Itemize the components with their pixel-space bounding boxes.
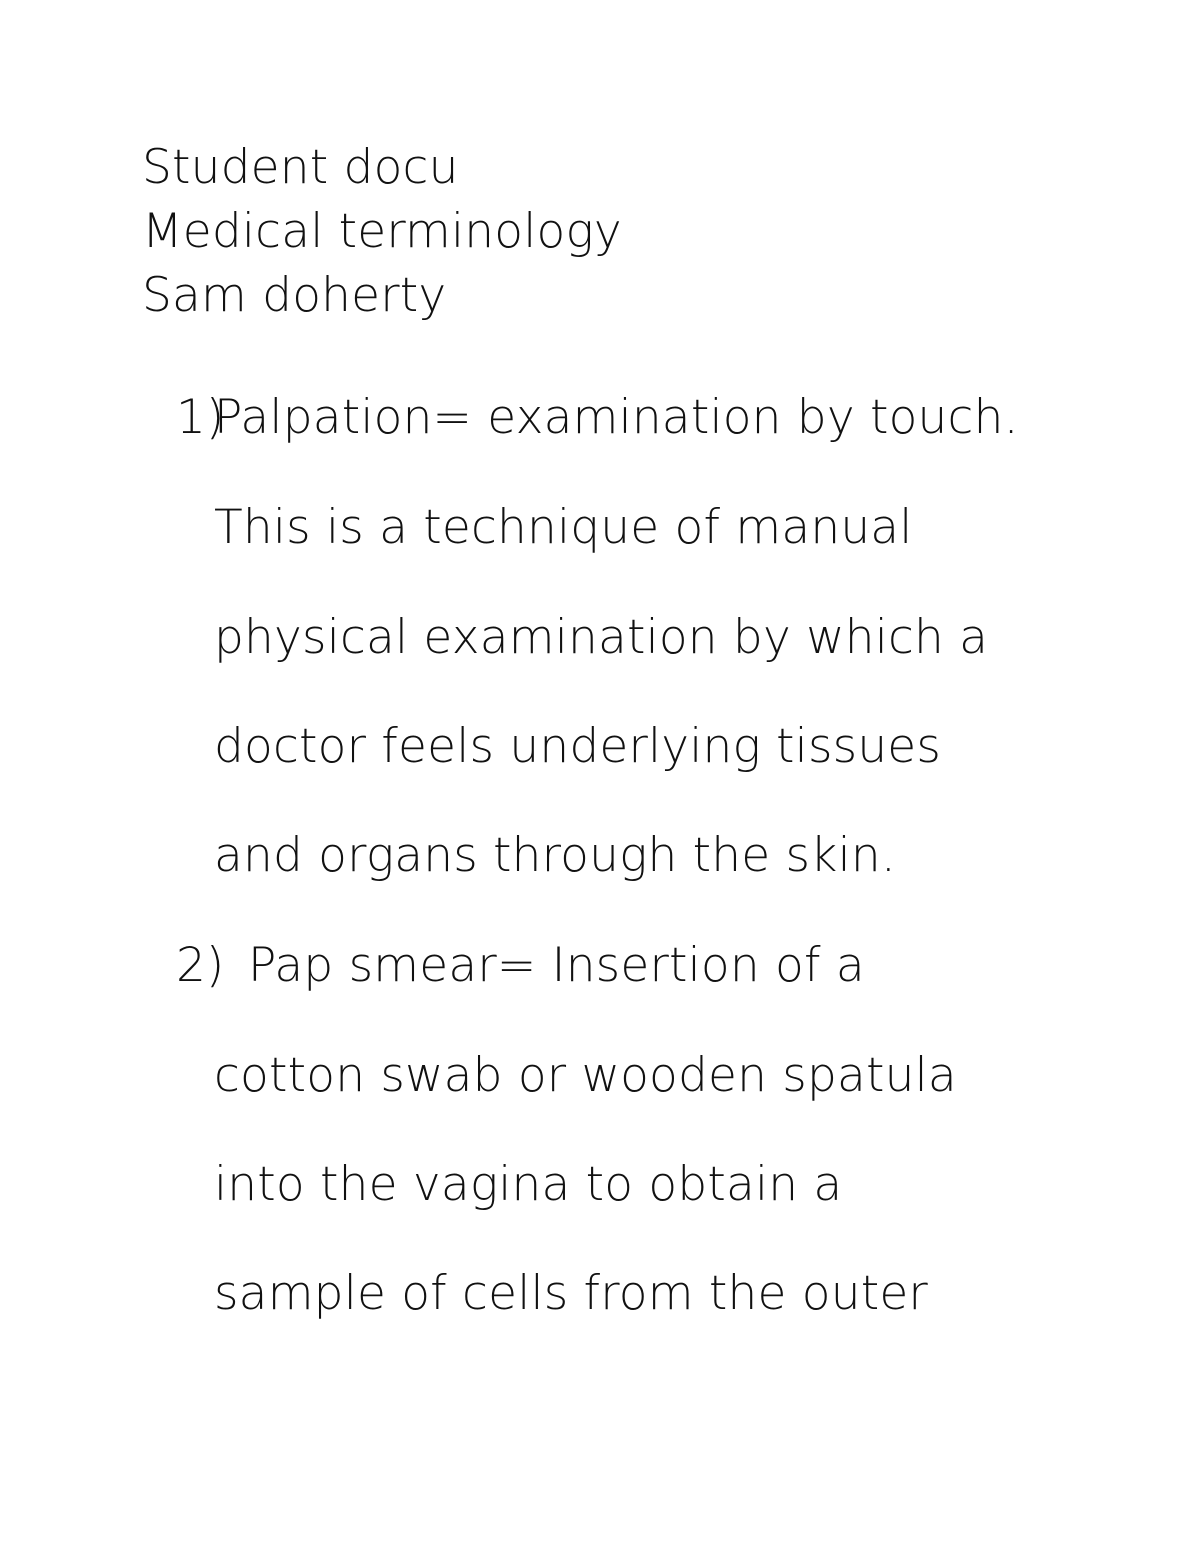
list-item-text: physical examination by which a — [214, 610, 989, 665]
header-subject: Medical terminology — [142, 204, 622, 259]
header-title: Student docu — [142, 140, 459, 195]
document-header — [142, 136, 622, 328]
list-item-text: into the vagina to obtain a — [214, 1157, 843, 1212]
list-item-number: 2) — [176, 938, 225, 993]
list-item-text: sample of cells from the outer — [214, 1266, 928, 1321]
list-item-text: doctor feels underlying tissues — [214, 719, 942, 774]
list-item-text: and organs through the skin. — [214, 828, 896, 883]
header-author: Sam doherty — [142, 268, 447, 323]
list-item-number: 1) — [176, 390, 225, 445]
list-item-text: Pap smear= Insertion of a — [248, 938, 865, 993]
list-item-text: Palpation= examination by touch. — [214, 390, 1019, 445]
list-item-text: This is a technique of manual — [214, 500, 913, 555]
list-item-text: cotton swab or wooden spatula — [214, 1048, 957, 1103]
